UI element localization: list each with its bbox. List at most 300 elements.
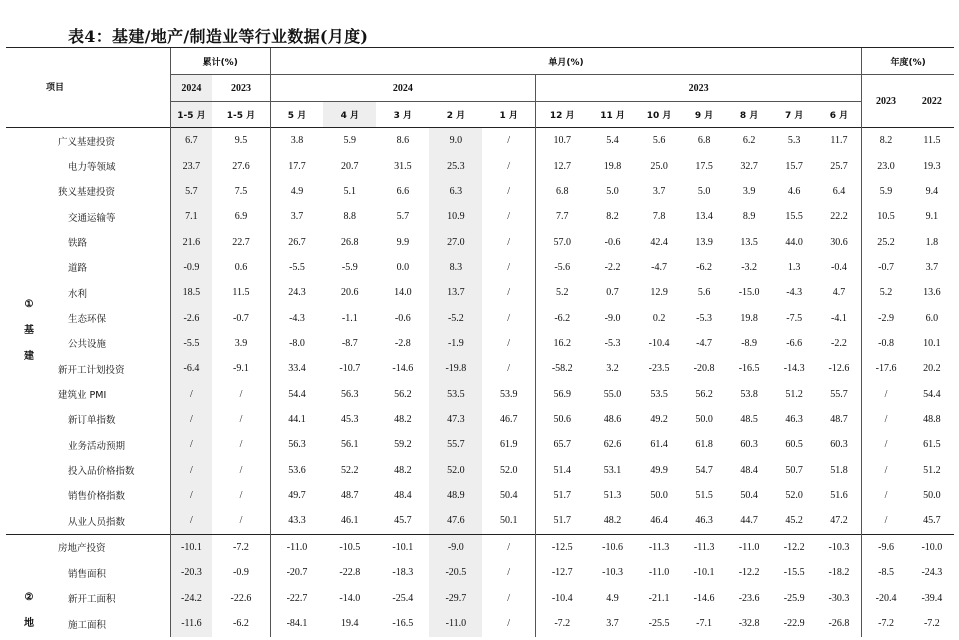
cell-value: -4.3 — [786, 287, 803, 299]
cell-value: -10.4 — [535, 585, 588, 610]
cell-value: 26.8 — [341, 236, 359, 248]
industry-data-table — [6, 47, 954, 637]
cell-value: -5.2 — [429, 305, 482, 330]
cell-value: -11.0 — [727, 534, 772, 560]
cell-value: 16.2 — [535, 331, 588, 356]
cell-value: 6.8 — [535, 179, 588, 204]
cell-value: 6.4 — [832, 185, 846, 197]
cell-value: -6.2 — [696, 261, 713, 273]
cell-value: 51.3 — [603, 489, 622, 501]
cell-value: / — [862, 432, 910, 457]
cell-value: 59.2 — [394, 439, 412, 451]
cell-value: 48.7 — [830, 413, 848, 425]
cell-value: 3.9 — [234, 337, 248, 349]
cell-value: 5.9 — [323, 128, 376, 154]
cell-value: -4.7 — [651, 261, 667, 273]
cell-value: 4.7 — [832, 287, 846, 299]
cell-value: 3.8 — [270, 128, 323, 154]
cell-value: 46.7 — [499, 413, 518, 425]
cell-value: 4.9 — [270, 179, 323, 204]
cell-value: 6.6 — [396, 185, 410, 197]
header-month: 3 月 — [376, 102, 429, 128]
cell-value: / — [507, 592, 511, 604]
cell-value: 4.9 — [606, 592, 619, 604]
cell-value: 52.0 — [785, 489, 803, 501]
cell-value: 24.3 — [270, 280, 323, 305]
cell-value: 51.2 — [785, 388, 803, 400]
cell-value: -39.4 — [921, 592, 943, 604]
table-row — [6, 356, 954, 381]
cell-value: -20.3 — [170, 560, 212, 585]
cell-value: 43.3 — [270, 508, 323, 534]
cell-value: 56.3 — [270, 432, 323, 457]
cell-value: 27.0 — [429, 229, 482, 254]
cell-value: / — [507, 185, 511, 197]
cell-value: 27.6 — [232, 160, 250, 172]
header-item: 项目 — [6, 48, 170, 128]
cell-value: -20.8 — [693, 363, 715, 375]
section-char: 基 — [24, 324, 35, 336]
cell-value: 20.6 — [341, 287, 359, 299]
cell-value: / — [507, 618, 511, 630]
cell-value: -25.9 — [783, 592, 805, 604]
cell-value: / — [239, 489, 243, 501]
cell-value: -2.8 — [394, 337, 411, 349]
row-label: 新订单指数 — [68, 415, 116, 427]
cell-value: 52.0 — [429, 457, 482, 482]
cell-value: 5.6 — [637, 128, 682, 154]
row-label: 施工面积 — [68, 619, 107, 631]
cell-value: -16.5 — [392, 618, 414, 630]
cell-value: 15.7 — [785, 160, 803, 172]
cell-value: 31.5 — [394, 160, 412, 172]
cell-value: 52.2 — [341, 464, 359, 476]
cell-value: 13.4 — [695, 211, 713, 223]
row-label: 投入品价格指数 — [68, 466, 135, 478]
cell-value: -7.2 — [862, 611, 910, 637]
cell-value: 1.3 — [787, 261, 801, 273]
cell-value: -10.1 — [693, 567, 715, 579]
cell-value: / — [170, 432, 212, 457]
cell-value: / — [862, 407, 910, 432]
cell-value: / — [482, 128, 535, 154]
cell-value: 53.9 — [499, 388, 518, 400]
cell-value: 30.6 — [830, 236, 848, 248]
cell-value: -22.9 — [783, 618, 805, 630]
cell-value: / — [170, 483, 212, 508]
cell-value: -7.2 — [535, 611, 588, 637]
cell-value: 13.7 — [429, 280, 482, 305]
cell-value: / — [239, 439, 243, 451]
cell-value: / — [507, 261, 511, 273]
row-label: 生态环保 — [68, 314, 107, 326]
cell-value: -10.5 — [323, 534, 376, 560]
cell-value: 56.2 — [695, 388, 713, 400]
cell-value: / — [507, 160, 511, 172]
cell-value: 5.6 — [697, 287, 711, 299]
cell-value: 7.1 — [170, 204, 212, 229]
cell-value: / — [507, 312, 511, 324]
cell-value: 44.0 — [785, 236, 803, 248]
cell-value: 48.2 — [603, 515, 622, 527]
cell-value: / — [862, 381, 910, 406]
cell-value: -23.6 — [738, 592, 760, 604]
cell-value: 8.2 — [862, 128, 910, 154]
table-row — [6, 179, 954, 204]
cell-value: 8.3 — [429, 255, 482, 280]
cell-value: 0.0 — [396, 261, 410, 273]
cell-value: 51.5 — [695, 489, 713, 501]
cell-value: 51.6 — [830, 489, 848, 501]
cell-value: 54.7 — [695, 464, 713, 476]
cell-value: 45.7 — [923, 515, 941, 527]
cell-value: 11.5 — [910, 128, 954, 154]
cell-value: -17.6 — [862, 356, 910, 381]
cell-value: 51.2 — [923, 464, 941, 476]
cell-value: 55.0 — [603, 388, 622, 400]
cell-value: 9.4 — [925, 185, 939, 197]
header-cum-year-2023: 2023 — [230, 82, 251, 94]
cell-value: / — [507, 287, 511, 299]
cell-value: -0.4 — [831, 261, 847, 273]
table-row — [6, 432, 954, 457]
cell-value: / — [170, 381, 212, 406]
cell-value: -22.6 — [230, 592, 252, 604]
cell-value: / — [170, 508, 212, 534]
cell-value: 3.7 — [270, 204, 323, 229]
cell-value: 51.7 — [535, 483, 588, 508]
cell-value: 3.7 — [606, 618, 619, 630]
cell-value: 56.1 — [341, 439, 359, 451]
row-label: 从业人员指数 — [68, 516, 126, 528]
cell-value: / — [507, 363, 511, 375]
section-label — [6, 534, 52, 637]
header-month: 5 月 — [270, 102, 323, 128]
cell-value: 4.6 — [787, 185, 801, 197]
header-cum-period: 1-5 月 — [170, 102, 212, 128]
cell-value: 7.7 — [535, 204, 588, 229]
table-row — [6, 560, 954, 585]
cell-value: 61.9 — [499, 439, 518, 451]
cell-value: 53.8 — [740, 388, 758, 400]
cell-value: 51.4 — [535, 457, 588, 482]
cell-value: 50.4 — [499, 489, 518, 501]
cell-value: 53.5 — [429, 381, 482, 406]
cell-value: 9.1 — [925, 211, 939, 223]
cell-value: 19.8 — [603, 160, 622, 172]
cell-value: 12.7 — [535, 153, 588, 178]
cell-value: 49.9 — [650, 464, 668, 476]
cell-value: 20.7 — [341, 160, 359, 172]
cell-value: 12.9 — [650, 287, 668, 299]
cell-value: 47.6 — [429, 508, 482, 534]
cell-value: -20.7 — [270, 560, 323, 585]
cell-value: 5.1 — [343, 185, 357, 197]
cell-value: 25.7 — [830, 160, 848, 172]
cell-value: 0.6 — [234, 261, 248, 273]
cell-value: -8.9 — [741, 337, 758, 349]
cell-value: 5.0 — [697, 185, 711, 197]
cell-value: 1.8 — [925, 236, 939, 248]
cell-value: -10.6 — [589, 534, 637, 560]
cell-value: -14.6 — [693, 592, 715, 604]
cell-value: 50.4 — [740, 489, 758, 501]
cell-value: 48.2 — [394, 413, 412, 425]
cell-value: 46.4 — [650, 515, 668, 527]
cell-value: -24.3 — [921, 567, 943, 579]
cell-value: -8.0 — [270, 331, 323, 356]
row-label: 销售面积 — [68, 568, 107, 580]
cell-value: -12.2 — [772, 534, 817, 560]
cell-value: -10.3 — [602, 567, 623, 579]
cell-value: 5.7 — [170, 179, 212, 204]
cell-value: 50.6 — [535, 407, 588, 432]
cell-value: 53.5 — [650, 388, 668, 400]
cell-value: 17.5 — [695, 160, 713, 172]
cell-value: 60.3 — [740, 439, 758, 451]
cell-value: -0.9 — [233, 567, 249, 579]
cell-value: / — [507, 211, 511, 223]
cell-value: / — [507, 337, 511, 349]
row-label: 公共设施 — [68, 339, 107, 351]
section-marker: ① — [24, 298, 34, 310]
cell-value: 13.9 — [695, 236, 713, 248]
cell-value: 54.4 — [270, 381, 323, 406]
cell-value: 19.4 — [341, 618, 359, 630]
header-month: 12 月 — [535, 102, 588, 128]
cell-value: -12.6 — [828, 363, 850, 375]
row-label: 交通运输等 — [68, 212, 116, 224]
row-label: 新开工面积 — [68, 594, 116, 606]
cell-value: -58.2 — [535, 356, 588, 381]
cell-value: 62.6 — [603, 439, 622, 451]
cell-value: 13.6 — [923, 287, 941, 299]
cell-value: -29.7 — [429, 585, 482, 610]
cell-value: 44.7 — [740, 515, 758, 527]
section-char: 地 — [24, 617, 35, 629]
cell-value: -7.2 — [212, 534, 270, 560]
cell-value: 9.0 — [429, 128, 482, 154]
cell-value: -6.2 — [233, 618, 249, 630]
cell-value: 5.2 — [862, 280, 910, 305]
cell-value: -8.7 — [341, 337, 358, 349]
table-row — [6, 280, 954, 305]
cell-value: 60.5 — [785, 439, 803, 451]
header-cum-period: 1-5 月 — [212, 102, 270, 128]
cell-value: -11.3 — [637, 534, 682, 560]
cell-value: 50.0 — [650, 489, 668, 501]
table-row — [6, 381, 954, 406]
cell-value: 50.1 — [499, 515, 518, 527]
header-year-2023: 2023 — [862, 75, 910, 128]
table-row — [6, 407, 954, 432]
cell-value: 56.3 — [341, 388, 359, 400]
cell-value: 54.4 — [923, 388, 941, 400]
cell-value: 6.7 — [170, 128, 212, 154]
cell-value: 50.7 — [785, 464, 803, 476]
cell-value: -5.3 — [696, 312, 713, 324]
cell-value: -12.2 — [738, 567, 760, 579]
cell-value: -0.6 — [604, 236, 621, 248]
cell-value: 7.8 — [652, 211, 666, 223]
cell-value: / — [239, 464, 243, 476]
header-month: 10 月 — [637, 102, 682, 128]
cell-value: 46.3 — [695, 515, 713, 527]
cell-value: 19.8 — [740, 312, 758, 324]
cell-value: 9.9 — [396, 236, 410, 248]
cell-value: 57.0 — [535, 229, 588, 254]
cell-value: -24.2 — [170, 585, 212, 610]
row-label: 道路 — [68, 263, 88, 275]
cell-value: -20.4 — [862, 585, 910, 610]
cell-value: / — [239, 388, 243, 400]
cell-value: 50.0 — [695, 413, 713, 425]
table-title: 表4：基建/地产/制造业等行业数据(月度) — [68, 27, 369, 46]
cell-value: 45.3 — [341, 413, 359, 425]
cell-value: -11.0 — [429, 611, 482, 637]
cell-value: 50.0 — [923, 489, 941, 501]
table-row — [6, 128, 954, 154]
cell-value: 56.2 — [394, 388, 412, 400]
cell-value: 23.0 — [862, 153, 910, 178]
cell-value: -18.2 — [828, 567, 850, 579]
cell-value: -12.7 — [535, 560, 588, 585]
cell-value: 15.5 — [785, 211, 803, 223]
cell-value: 48.2 — [394, 464, 412, 476]
cell-value: 53.1 — [603, 464, 622, 476]
cell-value: / — [862, 457, 910, 482]
cell-value: 10.5 — [862, 204, 910, 229]
cell-value: -0.7 — [862, 255, 910, 280]
cell-value: -21.1 — [648, 592, 670, 604]
cell-value: 55.7 — [429, 432, 482, 457]
cell-value: -11.0 — [648, 567, 670, 579]
cell-value: -2.2 — [831, 337, 847, 349]
cell-value: -5.3 — [604, 337, 621, 349]
cell-value: -25.5 — [648, 618, 670, 630]
header-group-cumulative: 累计(%) — [170, 48, 270, 75]
cell-value: -23.5 — [648, 363, 670, 375]
header-month-year-2023: 2023 — [535, 75, 861, 102]
cell-value: 25.0 — [650, 160, 668, 172]
cell-value: 48.8 — [923, 413, 941, 425]
cell-value: 53.6 — [270, 457, 323, 482]
table-row — [6, 204, 954, 229]
header-group-monthly: 单月(%) — [270, 48, 862, 75]
cell-value: -7.1 — [696, 618, 713, 630]
cell-value: 47.2 — [830, 515, 848, 527]
cell-value: 11.5 — [232, 287, 250, 299]
cell-value: 10.9 — [429, 204, 482, 229]
cell-value: 48.4 — [394, 489, 412, 501]
cell-value: -14.0 — [339, 592, 361, 604]
cell-value: 8.9 — [742, 211, 756, 223]
cell-value: 46.3 — [785, 413, 803, 425]
cell-value: 17.7 — [270, 153, 323, 178]
header-month: 7 月 — [772, 102, 817, 128]
cell-value: 61.8 — [695, 439, 713, 451]
cell-value: -6.4 — [170, 356, 212, 381]
cell-value: 18.5 — [170, 280, 212, 305]
cell-value: 42.4 — [650, 236, 668, 248]
cell-value: 56.9 — [535, 381, 588, 406]
cell-value: 51.8 — [830, 464, 848, 476]
table-row — [6, 153, 954, 178]
cell-value: / — [170, 407, 212, 432]
cell-value: -11.0 — [270, 534, 323, 560]
cell-value: 5.7 — [396, 211, 410, 223]
cell-value: -12.5 — [535, 534, 588, 560]
row-label: 狭义基建投资 — [58, 187, 116, 199]
cell-value: -22.8 — [339, 567, 361, 579]
cell-value: -2.6 — [170, 305, 212, 330]
cell-value: 7.5 — [234, 185, 248, 197]
cell-value: 48.6 — [603, 413, 622, 425]
cell-value: -5.9 — [341, 261, 358, 273]
cell-value: -10.1 — [376, 534, 429, 560]
table-row — [6, 483, 954, 508]
cell-value: 61.5 — [923, 439, 941, 451]
cell-value: 21.6 — [170, 229, 212, 254]
cell-value: 45.2 — [785, 515, 803, 527]
header-month-year-2024: 2024 — [270, 75, 535, 102]
cell-value: 52.0 — [499, 464, 518, 476]
cell-value: / — [239, 413, 243, 425]
cell-value: 55.7 — [830, 388, 848, 400]
cell-value: 48.5 — [740, 413, 758, 425]
cell-value: -18.3 — [392, 567, 414, 579]
cell-value: -9.6 — [862, 534, 910, 560]
row-label: 房地产投资 — [52, 534, 170, 560]
cell-value: 3.9 — [742, 185, 756, 197]
section-marker: ② — [24, 591, 34, 603]
cell-value: 48.9 — [429, 483, 482, 508]
cell-value: -16.5 — [738, 363, 760, 375]
cell-value: 11.7 — [817, 128, 862, 154]
cell-value: -26.8 — [828, 618, 850, 630]
cell-value: 6.2 — [727, 128, 772, 154]
cell-value: 61.4 — [650, 439, 668, 451]
table-row — [6, 331, 954, 356]
cell-value: -22.7 — [270, 585, 323, 610]
cell-value: -1.9 — [429, 331, 482, 356]
cell-value: -10.1 — [170, 534, 212, 560]
header-month: 6 月 — [817, 102, 862, 128]
cell-value: 5.2 — [535, 280, 588, 305]
cell-value: 10.7 — [535, 128, 588, 154]
cell-value: -5.5 — [170, 331, 212, 356]
cell-value: 19.3 — [923, 160, 941, 172]
cell-value: 6.0 — [925, 312, 939, 324]
row-label: 水利 — [68, 288, 88, 300]
cell-value: 3.2 — [606, 363, 619, 375]
header-month: 4 月 — [323, 102, 376, 128]
cell-value: 51.7 — [535, 508, 588, 534]
table-row — [6, 229, 954, 254]
cell-value: -14.6 — [392, 363, 414, 375]
cell-value: 65.7 — [535, 432, 588, 457]
cell-value: 22.2 — [830, 211, 848, 223]
cell-value: -30.3 — [828, 592, 850, 604]
cell-value: 49.7 — [270, 483, 323, 508]
header-month: 9 月 — [682, 102, 727, 128]
cell-value: -15.5 — [783, 567, 805, 579]
cell-value: 48.7 — [341, 489, 359, 501]
header-year-2022: 2022 — [921, 95, 942, 107]
cell-value: 5.3 — [772, 128, 817, 154]
table-row — [6, 255, 954, 280]
cell-value: -0.8 — [862, 331, 910, 356]
